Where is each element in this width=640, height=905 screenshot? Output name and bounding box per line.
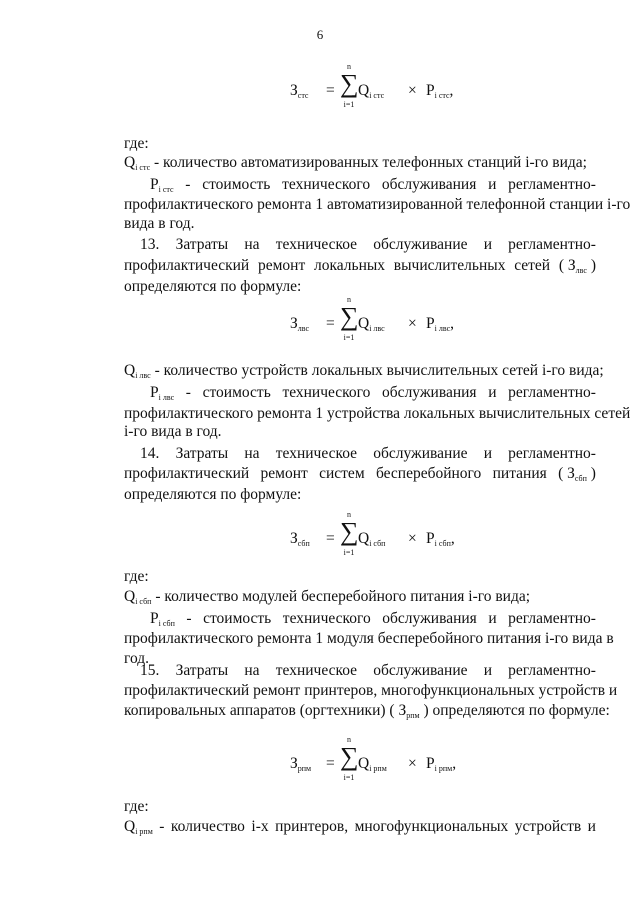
- word: стоимость: [203, 610, 272, 627]
- word: обслуживания: [382, 610, 477, 627]
- formula-p: P: [426, 82, 435, 99]
- formula-lhs-sub: лвс: [297, 324, 310, 333]
- item-13-line2: [124, 257, 596, 280]
- word: и: [587, 818, 596, 835]
- word: -: [185, 176, 191, 193]
- definition-q-lvs: $Q_{i лвс}$ - количество устройств локальных вычислительных сетей i-го вида;: [124, 362, 604, 380]
- page-number: 6: [316, 27, 324, 42]
- formula-end: ,: [449, 82, 454, 99]
- word: на: [244, 236, 260, 253]
- word: регламентно-: [508, 236, 596, 253]
- word: обслуживания: [382, 384, 477, 401]
- text-line: вида в год.: [124, 215, 195, 232]
- sum-lower-limit: i=1: [343, 548, 355, 557]
- equals-sign: =: [326, 530, 335, 547]
- times-sign: ×: [408, 82, 417, 99]
- symbol: $Q_{i рпм}$: [124, 818, 153, 836]
- text-line: год.: [124, 650, 150, 667]
- word: бесперебойного: [375, 465, 482, 482]
- word: технического: [282, 384, 371, 401]
- formula-lhs: З: [290, 315, 298, 332]
- word: ремонт: [257, 257, 306, 274]
- word: 14.: [140, 445, 160, 462]
- word: сетей: [514, 257, 551, 274]
- symbol: $P_{i сбп}$: [150, 610, 175, 628]
- word: ремонт: [260, 465, 308, 482]
- word: 15.: [140, 662, 160, 679]
- word: стоимость: [202, 384, 271, 401]
- item-14-heading: [140, 445, 596, 463]
- text-line: профилактический ремонт принтеров, многофункциональных устройств и: [124, 682, 618, 699]
- word: обслуживания: [381, 176, 477, 193]
- sum-lower-limit: i=1: [343, 100, 355, 109]
- word: Затраты: [175, 662, 229, 679]
- word: i-х: [251, 818, 269, 835]
- word: обслуживание: [373, 662, 468, 679]
- word: и: [483, 236, 492, 253]
- formula-lhs: З: [290, 755, 298, 772]
- sum-sign: ∑: [340, 517, 359, 546]
- word: на: [244, 662, 260, 679]
- formula-q: Q: [358, 82, 370, 99]
- word: технического: [282, 610, 371, 627]
- where-label: где:: [124, 798, 149, 815]
- word: -: [159, 818, 165, 835]
- item-15-heading: [140, 662, 596, 680]
- word: регламентно-: [508, 445, 596, 462]
- item-15-line3: копировальных аппаратов (оргтехники) ( $З_{рпм}$ ) определяются по формуле:: [124, 702, 610, 720]
- formula-end: ,: [450, 530, 455, 547]
- sum-upper-limit: n: [347, 510, 351, 519]
- word: 13.: [140, 236, 160, 253]
- formula-lhs-sub: рпм: [297, 764, 312, 773]
- equals-sign: =: [326, 82, 335, 99]
- formula-q-sub: i сбп: [369, 539, 386, 548]
- formula-q: Q: [358, 530, 370, 547]
- equals-sign: =: [326, 315, 335, 332]
- symbol: $P_{i стс}$: [150, 176, 174, 194]
- word: Затраты: [175, 445, 229, 462]
- sum-sign: ∑: [340, 69, 359, 98]
- word: систем: [319, 465, 365, 482]
- word: на: [244, 445, 260, 462]
- word: и: [488, 384, 497, 401]
- word: и: [488, 610, 497, 627]
- symbol: $P_{i лвс}$: [150, 384, 175, 402]
- word: профилактический: [124, 257, 250, 274]
- word: технического: [282, 176, 371, 193]
- word: регламентно-: [508, 384, 596, 401]
- formula-end: ,: [450, 315, 454, 332]
- sum-upper-limit: n: [347, 62, 351, 71]
- word: регламентно-: [508, 176, 596, 193]
- word: техническое: [275, 662, 358, 679]
- formula-lhs-sub: сбп: [297, 539, 310, 548]
- text-line: i-го вида в год.: [124, 423, 222, 440]
- definition-p-lvs: [150, 384, 596, 407]
- text-line: профилактического ремонта 1 автоматизированной телефонной станции i-го: [124, 196, 631, 213]
- formula-q-sub: i лвс: [369, 324, 385, 333]
- times-sign: ×: [408, 530, 417, 547]
- formula-end: ,: [452, 755, 457, 772]
- sum-lower-limit: i=1: [343, 333, 355, 342]
- formula-q: Q: [358, 315, 370, 332]
- word: вычислительных: [393, 257, 506, 274]
- item-13-heading: [140, 236, 596, 254]
- times-sign: ×: [408, 315, 417, 332]
- sum-sign: ∑: [340, 742, 359, 771]
- formula-p-sub: i лвс: [434, 324, 451, 333]
- text-line: профилактического ремонта 1 модуля бесперебойного питания i-го вида в: [124, 630, 614, 647]
- formula-rpm: [124, 735, 596, 783]
- equals-sign: =: [326, 755, 335, 772]
- formula-stc: [124, 62, 596, 110]
- word: Затраты: [175, 236, 229, 253]
- times-sign: ×: [408, 755, 417, 772]
- sum-sign: ∑: [340, 302, 359, 331]
- where-label: где:: [124, 568, 149, 585]
- word: стоимость: [202, 176, 271, 193]
- text-line: профилактического ремонта 1 устройства локальных вычислительных сетей: [124, 405, 631, 422]
- formula-p: P: [426, 755, 435, 772]
- word: многофункциональных: [354, 818, 509, 835]
- sum-upper-limit: n: [347, 735, 351, 744]
- word: техническое: [275, 445, 358, 462]
- formula-lvs: [124, 295, 596, 343]
- formula-p-sub: i рпм: [434, 764, 453, 773]
- formula-q-sub: i стс: [369, 91, 385, 100]
- definition-q-stc: $Q_{i стс}$ - количество автоматизированных телефонных станций i-го вида;: [124, 154, 587, 172]
- word: локальных: [313, 257, 386, 274]
- formula-sbp: [124, 510, 596, 558]
- sum-upper-limit: n: [347, 295, 351, 304]
- formula-q-sub: i рпм: [369, 764, 387, 773]
- sum-lower-limit: i=1: [343, 773, 355, 782]
- word: принтеров,: [275, 818, 349, 835]
- word: и: [488, 176, 497, 193]
- formula-p: P: [426, 530, 435, 547]
- word: обслуживание: [373, 236, 468, 253]
- word: профилактический: [124, 465, 250, 482]
- item-14-line2: [124, 465, 596, 488]
- symbol: ( $З_{лвс}$ ): [558, 257, 596, 275]
- word: питания: [492, 465, 547, 482]
- definition-q-sbp: $Q_{i сбп}$ - количество модулей бесперебойного питания i-го вида;: [124, 588, 531, 606]
- formula-p-sub: i сбп: [434, 539, 451, 548]
- formula-lhs: З: [290, 82, 298, 99]
- formula-p: P: [426, 315, 435, 332]
- word: регламентно-: [508, 610, 596, 627]
- formula-lhs-sub: стс: [297, 91, 309, 100]
- word: и: [483, 662, 492, 679]
- formula-p-sub: i стс: [434, 91, 450, 100]
- word: техническое: [275, 236, 358, 253]
- word: -: [186, 610, 192, 627]
- text-line: определяются по формуле:: [124, 278, 302, 295]
- formula-q: Q: [358, 755, 370, 772]
- word: устройств: [514, 818, 582, 835]
- word: количество: [170, 818, 245, 835]
- word: -: [185, 384, 191, 401]
- definition-q-rpm: [124, 818, 596, 841]
- formula-lhs: З: [290, 530, 298, 547]
- word: и: [483, 445, 492, 462]
- where-label: где:: [124, 135, 149, 152]
- word: обслуживание: [373, 445, 468, 462]
- text-line: определяются по формуле:: [124, 486, 302, 503]
- symbol: ( $З_{сбп}$ ): [558, 465, 596, 483]
- word: регламентно-: [508, 662, 596, 679]
